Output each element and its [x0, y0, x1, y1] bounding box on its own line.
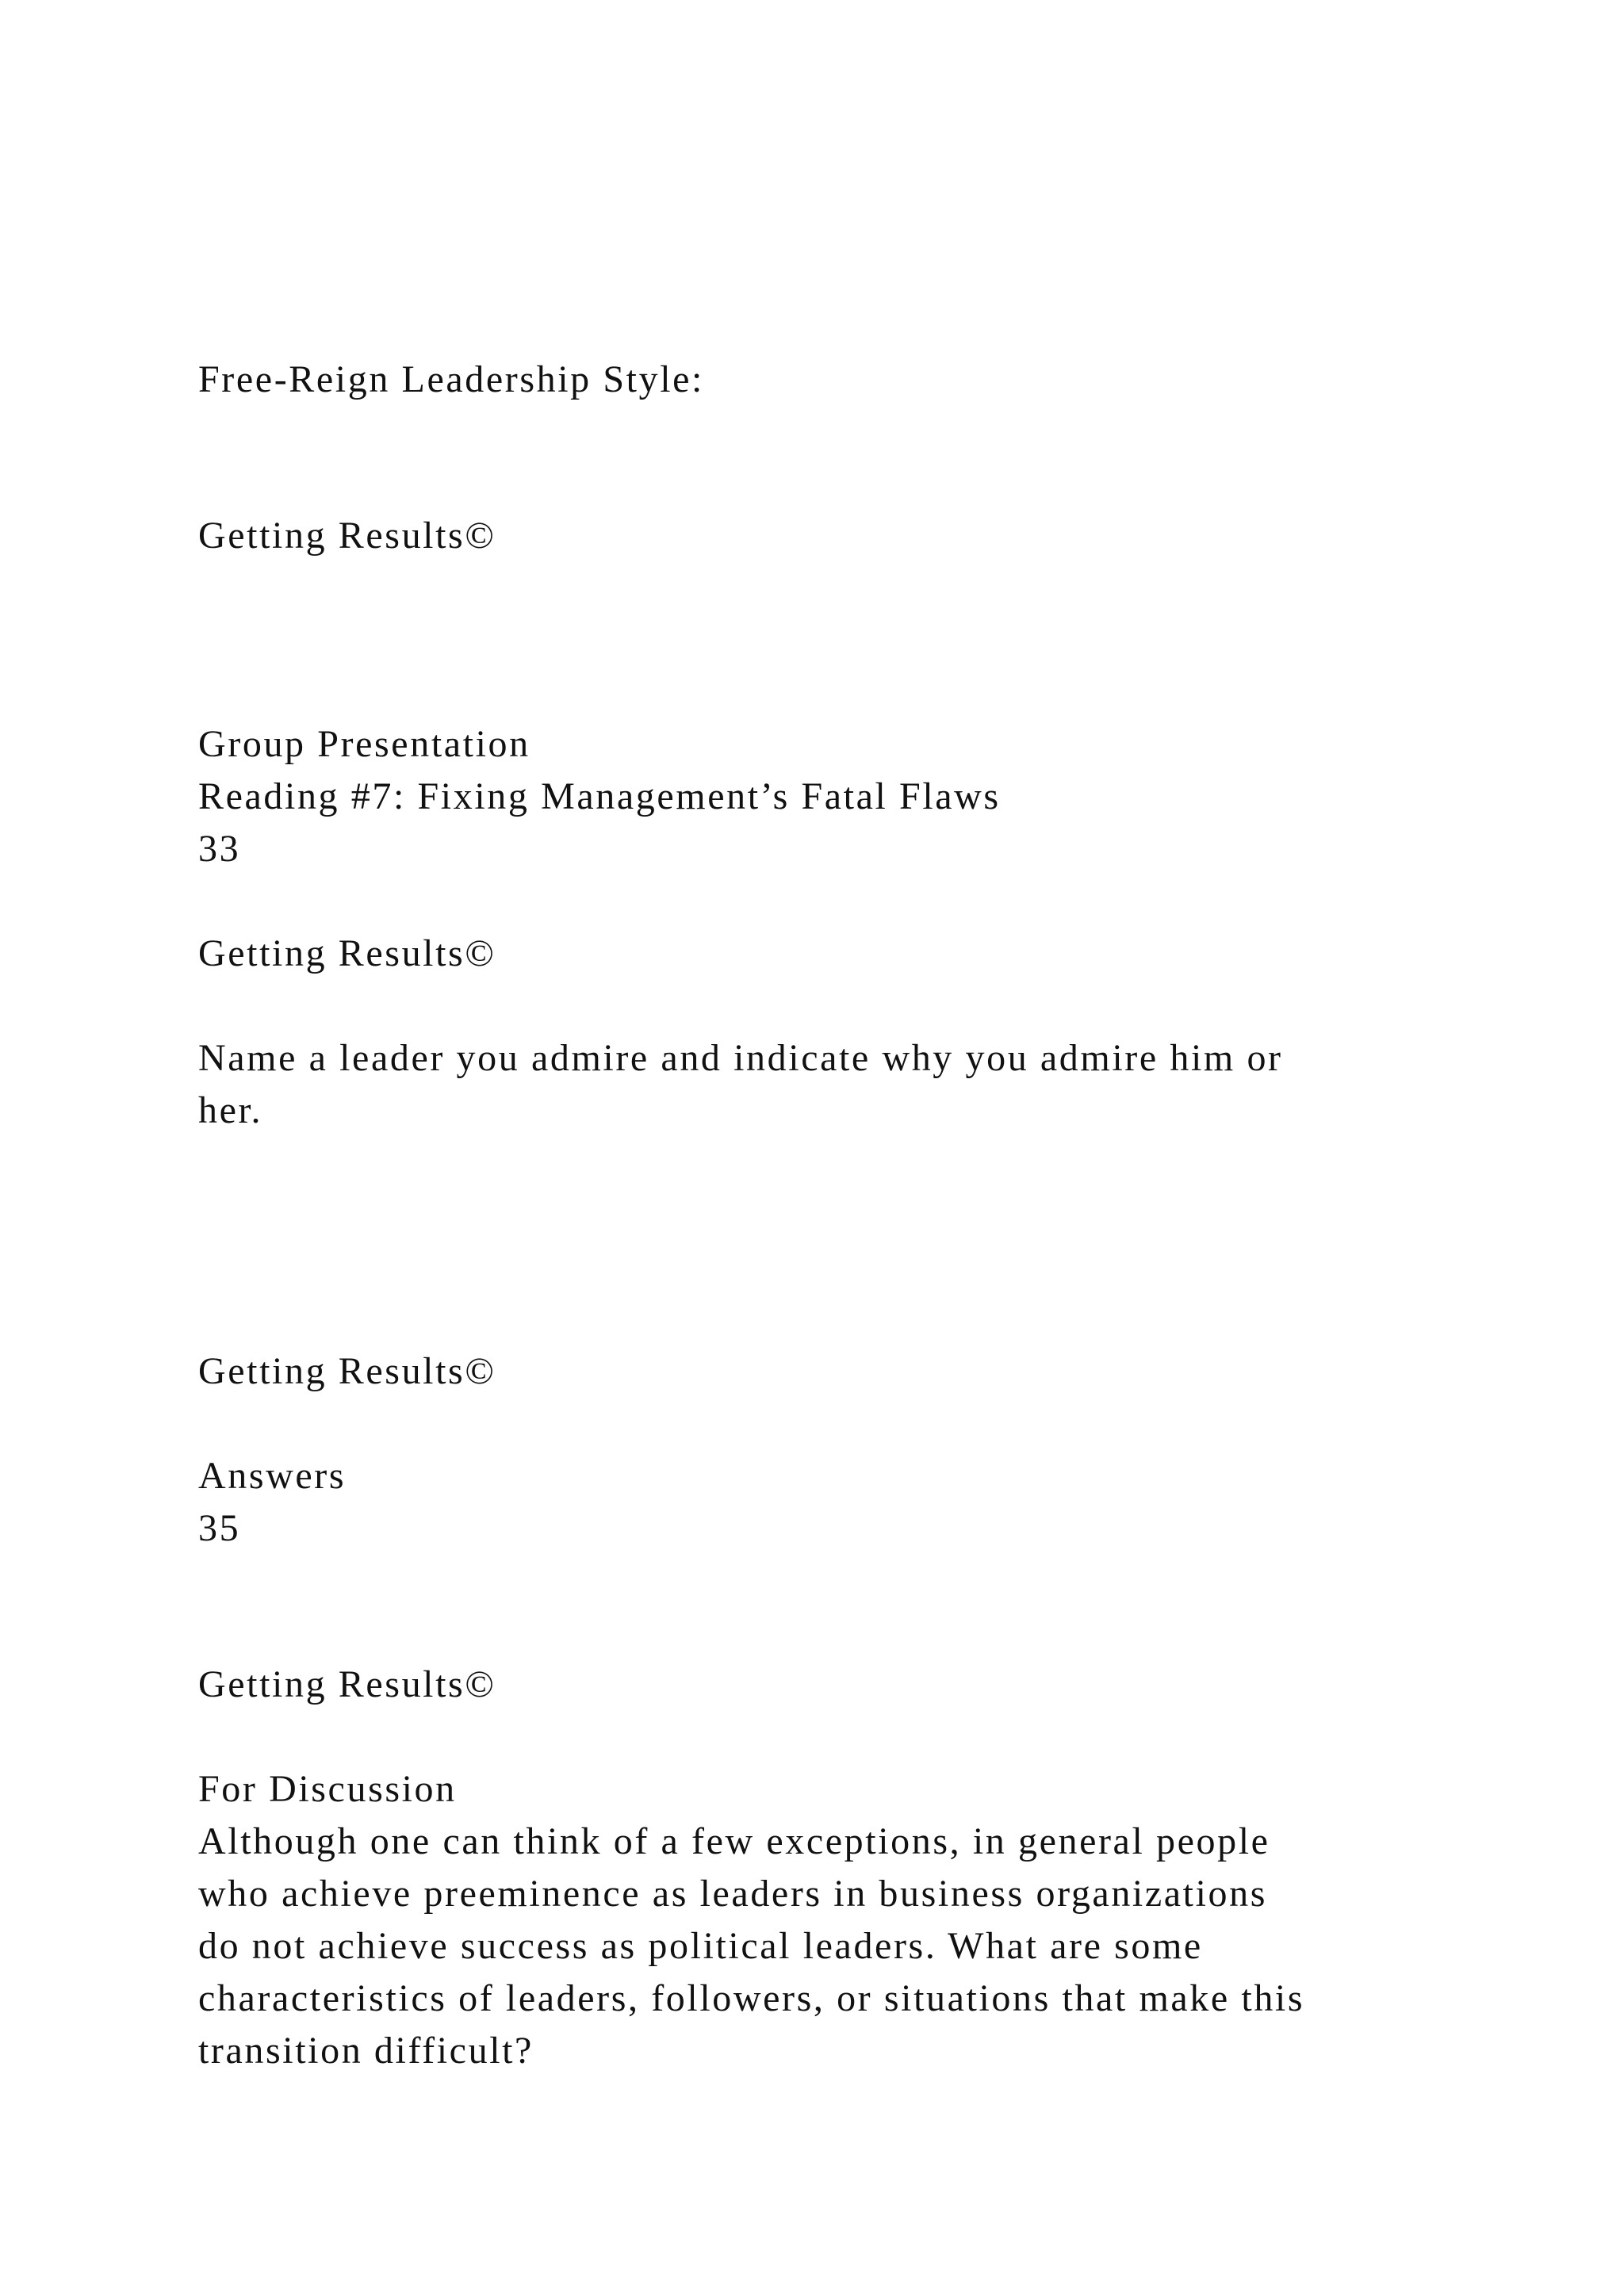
discussion-line-2: who achieve preeminence as leaders in business organizations: [198, 1873, 1268, 1915]
discussion-line-4: characteristics of leaders, followers, or situations that make this: [198, 1977, 1305, 2019]
discussion-line-1: Although one can think of a few exceptions, in general people: [198, 1820, 1270, 1862]
heading-free-reign: Free-Reign Leadership Style:: [198, 358, 704, 400]
reading-title: Reading #7: Fixing Management’s Fatal Flaws: [198, 775, 1001, 817]
heading-answers: Answers: [198, 1455, 347, 1497]
heading-group-presentation: Group Presentation: [198, 723, 530, 765]
discussion-line-3: do not achieve success as political leaders. What are some: [198, 1925, 1203, 1967]
prompt-line-1: Name a leader you admire and indicate why you admire him or: [198, 1037, 1283, 1079]
heading-for-discussion: For Discussion: [198, 1768, 457, 1810]
slide-number: 33: [198, 828, 241, 870]
section-label-getting-results: Getting Results©: [198, 515, 496, 557]
discussion-line-5: transition difficult?: [198, 2030, 534, 2072]
section-label-getting-results: Getting Results©: [198, 1350, 496, 1392]
prompt-line-2: her.: [198, 1089, 263, 1131]
slide-number: 35: [198, 1507, 241, 1549]
section-label-getting-results: Getting Results©: [198, 1663, 496, 1705]
section-label-getting-results: Getting Results©: [198, 932, 496, 974]
